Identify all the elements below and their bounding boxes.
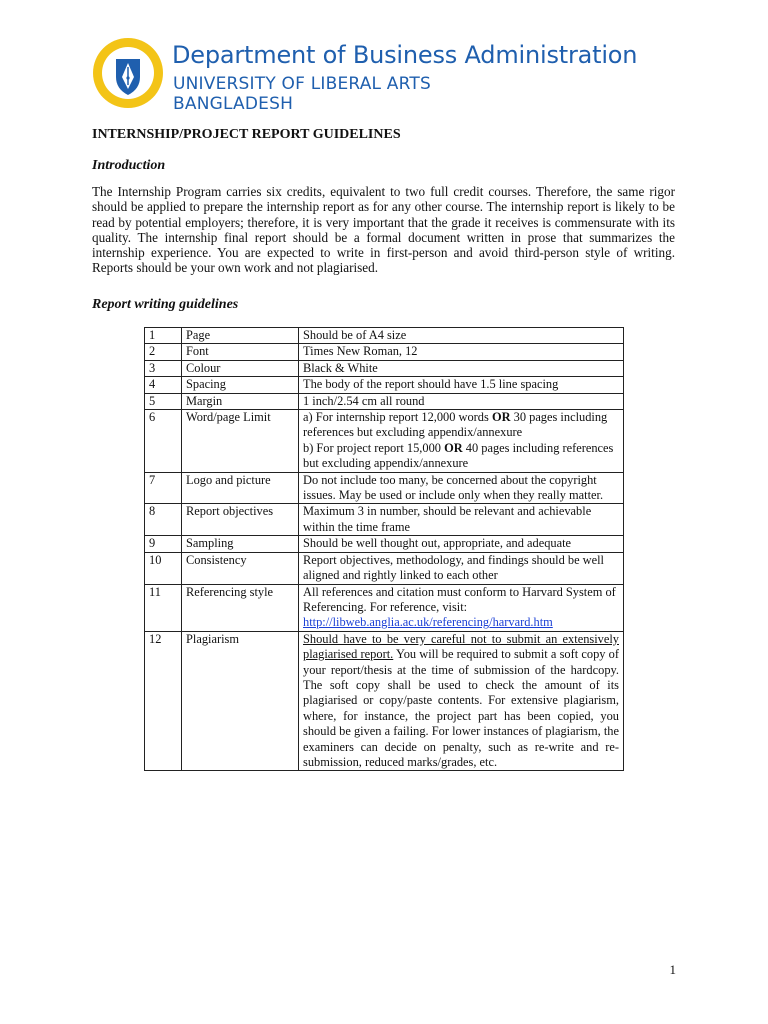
row-number: 6 [145, 410, 182, 473]
row-label: Colour [182, 360, 299, 376]
table-row [145, 360, 624, 376]
row-number: 2 [145, 344, 182, 360]
row-label: Referencing style [182, 584, 299, 631]
row-text: Do not include too many, be concerned about the copyright issues. May be used or include only when they really matter. [299, 472, 624, 504]
row-label: Plagiarism [182, 631, 299, 771]
referencing-text: All references and citation must conform to Harvard System of Referencing. For reference, visit: [303, 584, 616, 614]
row-label: Word/page Limit [182, 410, 299, 473]
row-text: Maximum 3 in number, should be relevant and achievable within the time frame [299, 504, 624, 536]
table-row [145, 410, 624, 473]
row-number: 5 [145, 393, 182, 409]
harvard-reference-link[interactable]: http://libweb.anglia.ac.uk/referencing/harvard.htm [303, 615, 553, 630]
guidelines-heading: Report writing guidelines [92, 297, 239, 312]
table-row [145, 584, 624, 631]
row-number: 12 [145, 631, 182, 771]
table-row [145, 552, 624, 584]
row-number: 10 [145, 552, 182, 584]
university-logo-icon [92, 37, 164, 109]
row-text: Report objectives, methodology, and findings should be well aligned and rightly linked to each other [299, 552, 624, 584]
row-label: Consistency [182, 552, 299, 584]
guidelines-table [144, 327, 624, 771]
internship-limit-text: 30 pages including references but excluding appendix/annexure [303, 410, 608, 440]
row-label: Report objectives [182, 504, 299, 536]
row-text: The body of the report should have 1.5 line spacing [299, 377, 624, 393]
page-number: 1 [669, 962, 676, 977]
row-number: 7 [145, 472, 182, 504]
row-text: Times New Roman, 12 [299, 344, 624, 360]
row-text: Should be well thought out, appropriate, and adequate [299, 536, 624, 552]
intro-heading: Introduction [92, 158, 166, 173]
page-header [92, 37, 712, 117]
row-number: 3 [145, 360, 182, 376]
table-row [145, 344, 624, 360]
table-row [145, 393, 624, 409]
row-label: Sampling [182, 536, 299, 552]
row-text: Should be of A4 size [299, 328, 624, 344]
intro-paragraph: The Internship Program carries six credits, equivalent to two full credit courses. Therefore, the same rigor should be applied to prepare the internship report as for any other course. The internship report is likely to be read by potential employers; therefore, it is very important that the grade it receives is commensurate with its quality. The internship final report should be a formal document written in prose that summarizes the internship experience. You are expected to write in first-person and avoid third-person style of writing. Reports should be your own work and not plagiarised. [92, 184, 675, 276]
table-row [145, 472, 624, 504]
table-row [145, 504, 624, 536]
row-text [299, 410, 624, 473]
document-title: INTERNSHIP/PROJECT REPORT GUIDELINES [92, 127, 401, 142]
row-number: 4 [145, 377, 182, 393]
table-row [145, 631, 624, 771]
row-label: Font [182, 344, 299, 360]
row-number: 11 [145, 584, 182, 631]
or-emphasis: OR [491, 410, 511, 425]
project-limit-text: 40 pages including references but excluding appendix/annexure [303, 440, 614, 471]
row-text: 1 inch/2.54 cm all round [299, 393, 624, 409]
project-limit-text: b) For project report 15,000 [303, 440, 445, 455]
department-title: Department of Business Administration [172, 41, 638, 69]
plagiarism-warning: Should have to be very careful not to submit an extensively plagiarised report. [303, 631, 619, 662]
row-text: Black & White [299, 360, 624, 376]
row-text [299, 584, 624, 631]
row-label: Logo and picture [182, 472, 299, 504]
or-emphasis: OR [444, 440, 463, 455]
table-row [145, 377, 624, 393]
row-label: Page [182, 328, 299, 344]
row-text [299, 631, 624, 771]
row-number: 1 [145, 328, 182, 344]
table-row [145, 328, 624, 344]
university-country: BANGLADESH [173, 94, 294, 114]
university-name: UNIVERSITY OF LIBERAL ARTS [173, 74, 431, 94]
table-row [145, 536, 624, 552]
row-label: Spacing [182, 377, 299, 393]
row-label: Margin [182, 393, 299, 409]
plagiarism-text: You will be required to submit a soft copy of your report/thesis at the time of submission of the hardcopy. The soft copy shall be used to check the amount of its plagiarised or copy/paste contents. For extensive plagiarism, where, for instance, the project part has been copied, you should be given a failing. For lower instances of plagiarism, the examiners can decide on penalty, such as re-write and re-submission, reduced marks/grades, etc. [303, 647, 619, 769]
row-number: 9 [145, 536, 182, 552]
row-number: 8 [145, 504, 182, 536]
internship-limit-text: a) For internship report 12,000 words [303, 410, 492, 425]
